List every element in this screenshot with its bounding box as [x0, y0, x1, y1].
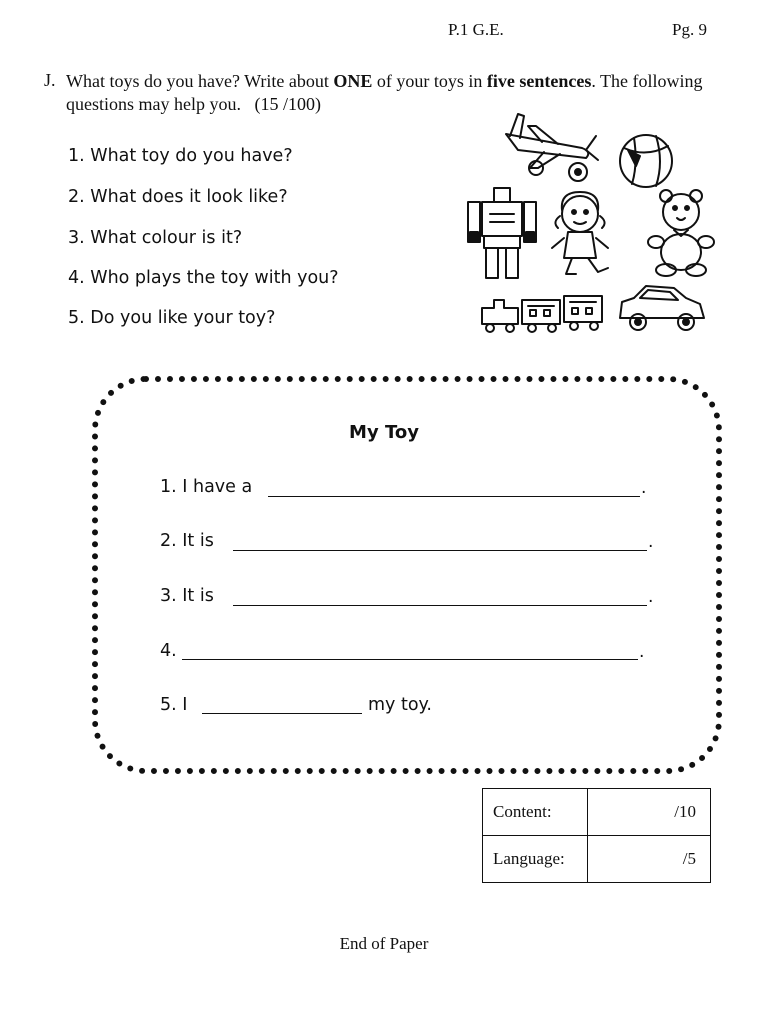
teddy-bear-icon	[648, 190, 714, 276]
ball-icon	[620, 135, 672, 187]
train-icon	[482, 296, 602, 332]
content-score[interactable]: /10	[588, 789, 711, 836]
answer-line-5[interactable]	[202, 713, 362, 714]
content-label: Content:	[483, 789, 588, 836]
answer-line-3[interactable]	[233, 605, 647, 606]
question-marks: (15 /100)	[254, 94, 321, 114]
airplane-icon	[506, 114, 598, 181]
doll-icon	[552, 192, 608, 274]
car-icon	[620, 286, 704, 330]
end-of-paper: End of Paper	[339, 934, 429, 953]
guide-question-2: 2. What does it look like?	[68, 187, 288, 207]
table-row	[483, 789, 711, 836]
question-letter: J.	[44, 70, 56, 90]
row-5-suffix: my toy.	[368, 695, 432, 715]
row-3-prefix: 3. It is	[160, 586, 214, 606]
instruction-part-2: of your toys in	[372, 71, 487, 91]
language-score[interactable]: /5	[588, 836, 711, 883]
instruction-bold-one: ONE	[333, 71, 373, 91]
answer-line-1[interactable]	[268, 496, 640, 497]
row-2-prefix: 2. It is	[160, 531, 214, 551]
answer-line-4[interactable]	[182, 659, 638, 660]
row-5-prefix: 5. I	[160, 695, 188, 715]
guide-question-1: 1. What toy do you have?	[68, 146, 293, 166]
row-1-prefix: 1. I have a	[160, 477, 253, 497]
row-4-period: .	[639, 642, 645, 662]
instruction-part-3: . The following questions may help you.	[66, 71, 703, 114]
instruction-bold-five-sentences: five sentences	[486, 71, 592, 91]
language-label: Language:	[483, 836, 588, 883]
robot-icon	[468, 188, 536, 278]
toys-illustration	[460, 106, 720, 342]
guide-question-3: 3. What colour is it?	[68, 228, 243, 248]
answer-line-2[interactable]	[233, 550, 647, 551]
guide-question-5: 5. Do you like your toy?	[68, 308, 276, 328]
row-2-period: .	[648, 532, 654, 552]
paper-code: P.1 G.E.	[448, 20, 504, 39]
page-number: Pg. 9	[672, 20, 707, 39]
guide-question-4: 4. Who plays the toy with you?	[68, 268, 339, 288]
row-4-prefix: 4.	[160, 641, 177, 661]
writing-box-title: My Toy	[349, 422, 419, 443]
row-3-period: .	[648, 587, 654, 607]
table-row	[483, 836, 711, 883]
row-1-period: .	[641, 478, 647, 498]
instruction-part-1: What toys do you have? Write about	[66, 71, 334, 91]
marking-table	[482, 788, 711, 883]
